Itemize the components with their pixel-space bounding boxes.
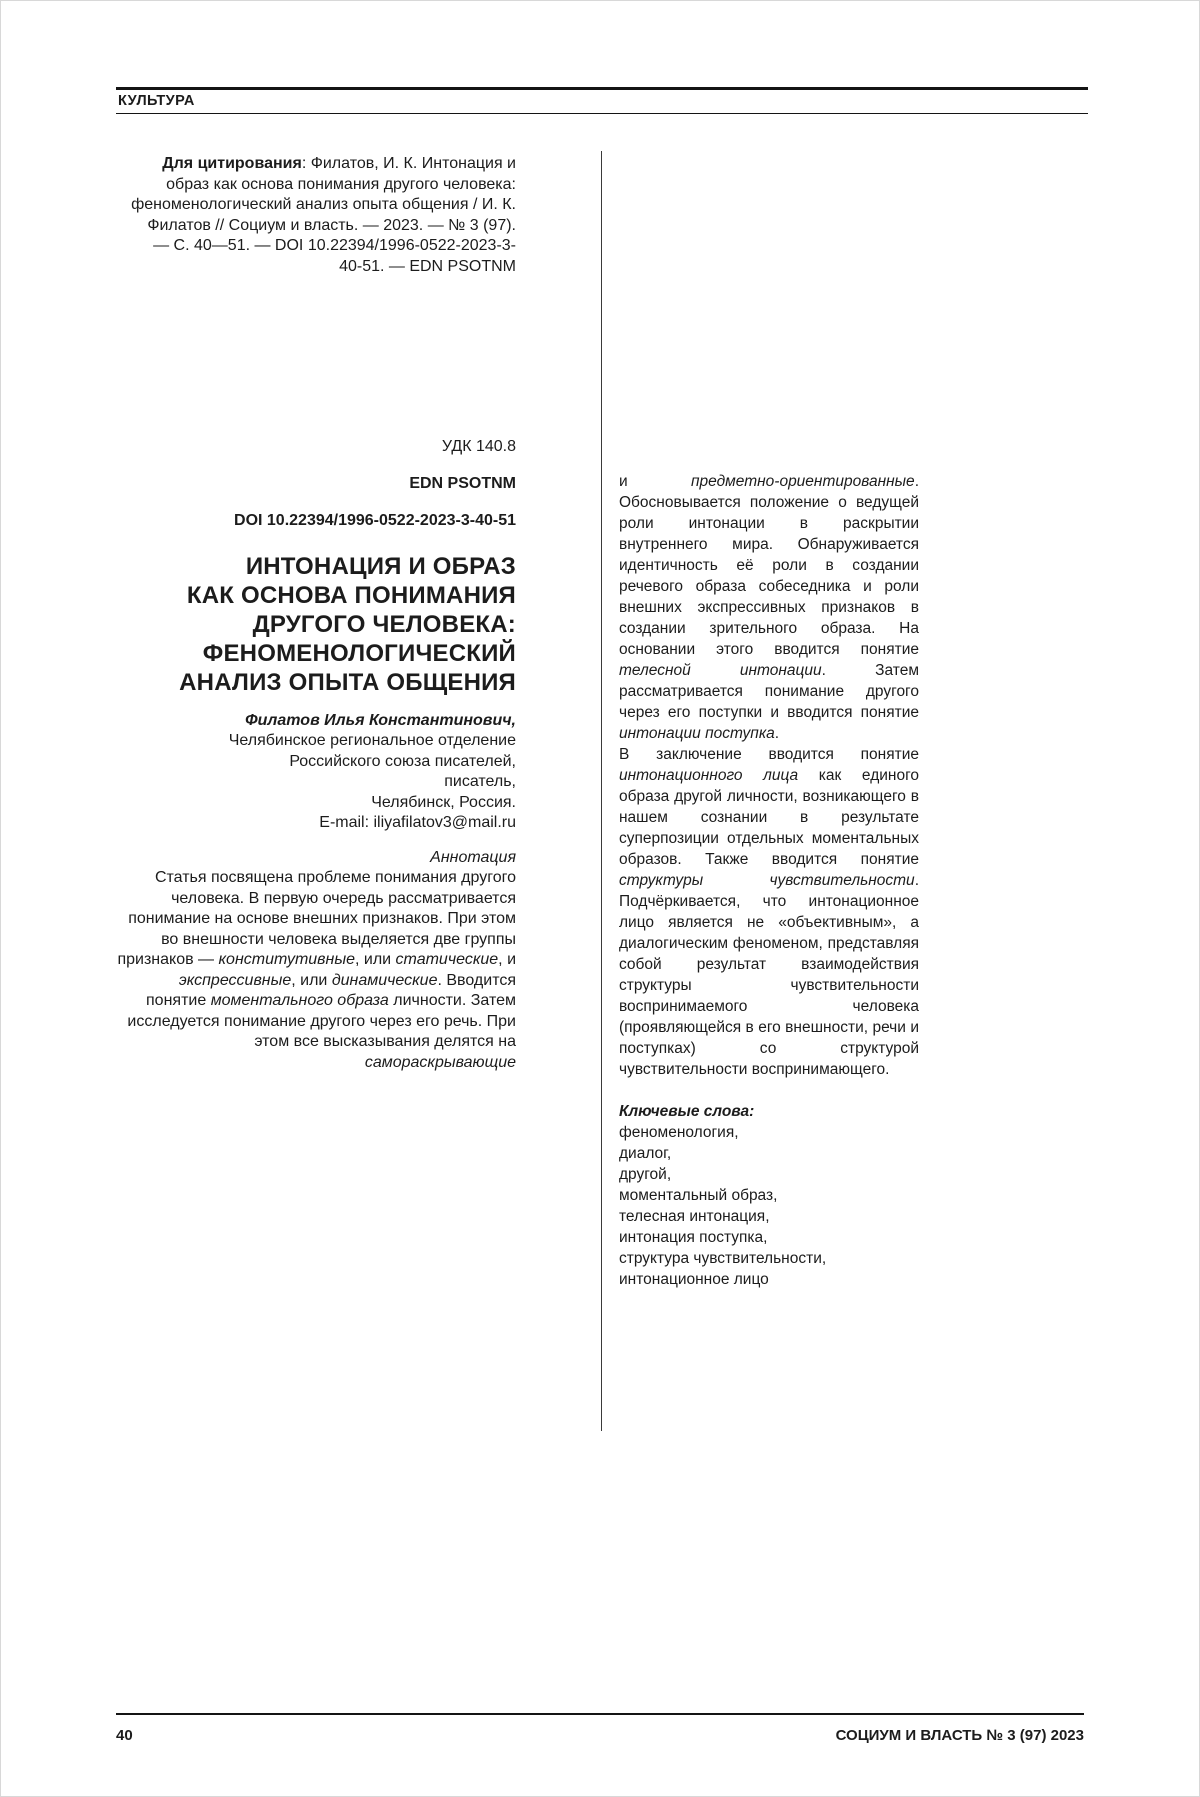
- footer-journal-title: СОЦИУМ И ВЛАСТЬ № 3 (97) 2023: [835, 1727, 1084, 1744]
- author-affiliation: Челябинское региональное отделение Российского союза писателей, писатель, Челябинск, Россия. E-mail: iliyafilatov3@mail.ru: [228, 732, 516, 831]
- author-block: [116, 711, 516, 834]
- two-column-layout: [116, 151, 1086, 1431]
- keywords-heading: Ключевые слова:: [619, 1103, 755, 1120]
- doi-code: DOI 10.22394/1996-0522-2023-3-40-51: [234, 512, 516, 529]
- footer-rule: [116, 1713, 1084, 1715]
- right-column-content: [619, 151, 919, 1290]
- abstract-text: Статья посвящена проблеме понимания другого человека. В первую очередь рассматривается понимание на основе внешних признаков. При этом во внешности человека выделяется две группы признаков — конститутивные, или статические, и экспрессивные, или динамические. Вводится понятие моментального образа личности. Затем исследуется понимание другого через его речь. При этом все высказывания делятся на самораскрывающие: [117, 869, 516, 1071]
- udc-code: УДК 140.8: [441, 438, 516, 455]
- footer: [116, 1727, 1084, 1744]
- abstract-heading: Аннотация: [430, 848, 516, 866]
- abstract-continuation-paragraph-1: и предметно-ориентированные. Обосновывается положение о ведущей роли интонации в раскрытии внутреннего мира. Обнаруживается идентичность её роли в создании речевого образа собеседника и роли внешних экспрессивных признаков в создании зрительного образа. На основании этого вводится понятие телесной интонации. Затем рассматривается понимание другого через его поступки и вводится понятие интонации поступка.: [619, 473, 919, 742]
- edn-code: EDN PSOTNM: [409, 474, 516, 492]
- footer-page-number: 40: [116, 1727, 133, 1744]
- article-title: ИНТОНАЦИЯ И ОБРАЗ КАК ОСНОВА ПОНИМАНИЯ ДРУГОГО ЧЕЛОВЕКА: ФЕНОМЕНОЛОГИЧЕСКИЙ АНАЛИЗ ОПЫТА ОБЩЕНИЯ: [179, 552, 516, 696]
- citation-block: Для цитирования: Филатов, И. К. Интонация и образ как основа понимания другого человека: феноменологический анализ опыта общения / И. К. Филатов // Социум и власть. — 2023. — № 3 (97). — С. 40—51. — DOI 10.22394/1996-0522-2023-3-40-51. — EDN PSOTNM: [131, 155, 516, 275]
- section-header: КУЛЬТУРА: [116, 87, 1088, 114]
- keywords-list: феноменология, диалог, другой, моментальный образ, телесная интонация, интонация поступка, структура чувствительности, интонационное лицо: [619, 1124, 827, 1288]
- right-column: [601, 151, 919, 1431]
- left-column: [116, 151, 516, 1431]
- abstract-continuation-paragraph-2: В заключение вводится понятие интонационного лица как единого образа другой личности, возникающего в нашем сознании в результате суперпозиции отдельных моментальных образов. Также вводится понятие структуры чувствительности. Подчёркивается, что интонационное лицо является не «объективным», а диалогическим феноменом, представляя собой результат взаимодействия структуры чувствительности воспринимаемого человека (проявляющейся в его внешности, речи и поступках) со структурой чувствительности воспринимающего.: [619, 746, 920, 1078]
- author-name: Филатов Илья Константинович,: [245, 711, 516, 729]
